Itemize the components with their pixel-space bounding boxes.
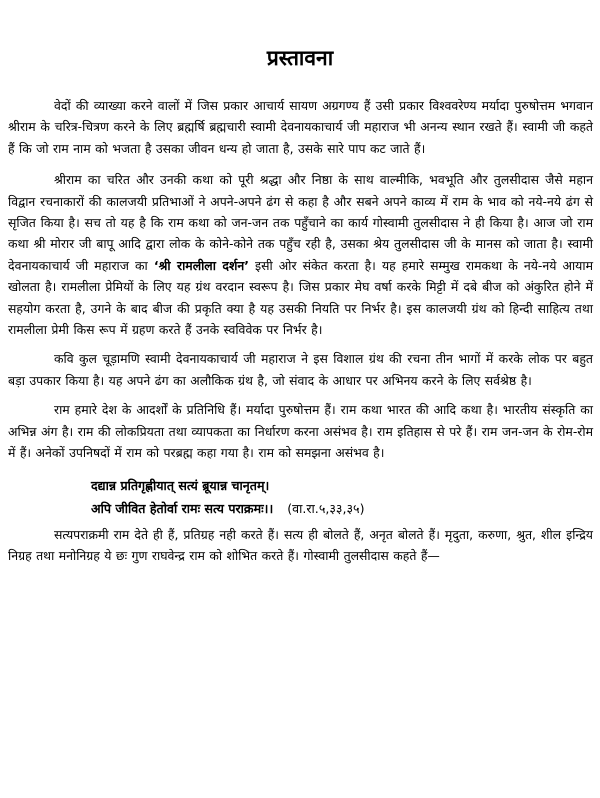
verse-line-2-text: अपि जीवित हेतोर्वा रामः सत्य पराक्रमः।। bbox=[91, 500, 274, 516]
paragraph-1: वेदों की व्याख्या करने वालों में जिस प्रकार आचार्य सायण अग्रगण्य हैं उसी प्रकार विश्ववरेण्य मर्यादा पुरुषोत्तम भगवान श्रीराम के चरित्र-चित्रण करने के लिए ब्रह्मर्षि ब्रह्मचारी स्वामी देवनायकाचार्य जी महाराज भी अनन्य स्थान रखते हैं। स्वामी जी कहते हैं कि जो राम नाम को भजता है उसका जीवन धन्य हो जाता है, उसके सारे पाप कट जाते हैं। bbox=[8, 98, 593, 156]
verse-line-1: दद्यान्न प्रतिगृह्णीयात् सत्यं ब्रूयान्न चानृतम्। bbox=[91, 477, 270, 493]
paragraph-2-continued: इसी ओर संकेत करता है। यह हमारे सम्मुख रामकथा के नये-नये आयाम खोलता है। रामलीला प्रेमियों के लिए यह ग्रंथ वरदान स्वरूप है। जिस प्रकार मेघ वर्षा करके मिट्टी में दबे बीज को अंकुरित होने में सहयोग करता है, उगने के बाद बीज की प्रकृति क्या है यह उसकी नियति पर निर्भर है। इस कालजयी ग्रंथ को हिन्दी साहित्य तथा रामलीला प्रेमी किस रूप में ग्रहण करते हैं उनके स्वविवेक पर निर्भर है। bbox=[8, 257, 593, 338]
closing-paragraph: सत्यपराक्रमी राम देते ही हैं, प्रतिग्रह नही करते हैं। सत्य ही बोलते हैं, अनृत बोलते हैं। मृदुता, करुणा, श्रुत, शील इन्द्रिय निग्रह तथा मनोनिग्रह ये छः गुण राघवेन्द्र राम को शोभित करते हैं। गोस्वामी तुलसीदास कहते हैं— bbox=[8, 526, 593, 563]
paragraph-4: राम हमारे देश के आदर्शों के प्रतिनिधि हैं। मर्यादा पुरुषोत्तम हैं। राम कथा भारत की आदि कथा है। भारतीय संस्कृति का अभिन्न अंग है। राम की लोकप्रियता तथा व्यापकता का निर्धारण करना असंभव है। राम इतिहास से परे हैं। राम जन-जन के रोम-रोम में हैं। अनेकों उपनिषदों में राम को परब्रह्म कहा गया है। राम को समझना असंभव है। bbox=[8, 402, 593, 461]
body-text bbox=[8, 95, 593, 576]
book-title-quote: ‘श्री रामलीला दर्शन’ bbox=[153, 257, 249, 273]
page-title: प्रस्तावना bbox=[266, 46, 334, 70]
paragraph-2 bbox=[8, 169, 593, 340]
verse-reference: (वा.रा.५,३३,३५) bbox=[287, 500, 365, 516]
paragraph-2-text: श्रीराम का चरित और उनकी कथा को पूरी श्रद्धा और निष्ठा के साथ वाल्मीकि, भवभूति और तुलसीदास जैसे महान विद्वान रचनाकारों की कालजयी प्रतिभाओं ने अपने-अपने ढंग से कहा है और सबने अपने काव्य में राम के भाव को नये-नये ढंग से सृजित किया है। सच तो यह है कि राम कथा को जन-जन तक पहुँचाने का कार्य गोस्वामी तुलसीदास ने ही किया है। आज जो राम कथा श्री मोरार जी बापू आदि द्वारा लोक के कोने-कोने तक पहुँच रही है, उसका श्रेय तुलसीदास जी के मानस को जाता है। स्वामी देवनायकाचार्य जी महाराज का bbox=[8, 172, 593, 273]
verse-block bbox=[8, 474, 593, 520]
verse-line-2 bbox=[8, 497, 593, 520]
paragraph-3: कवि कुल चूड़ामणि स्वामी देवनायकाचार्य जी महाराज ने इस विशाल ग्रंथ की रचना तीन भागों में करके लोक पर बहुत बड़ा उपकार किया है। यह अपने ढंग का अलौकिक ग्रंथ है, जो संवाद के आधार पर अभिनय करने के लिए सर्वश्रेष्ठ है। bbox=[8, 351, 593, 388]
